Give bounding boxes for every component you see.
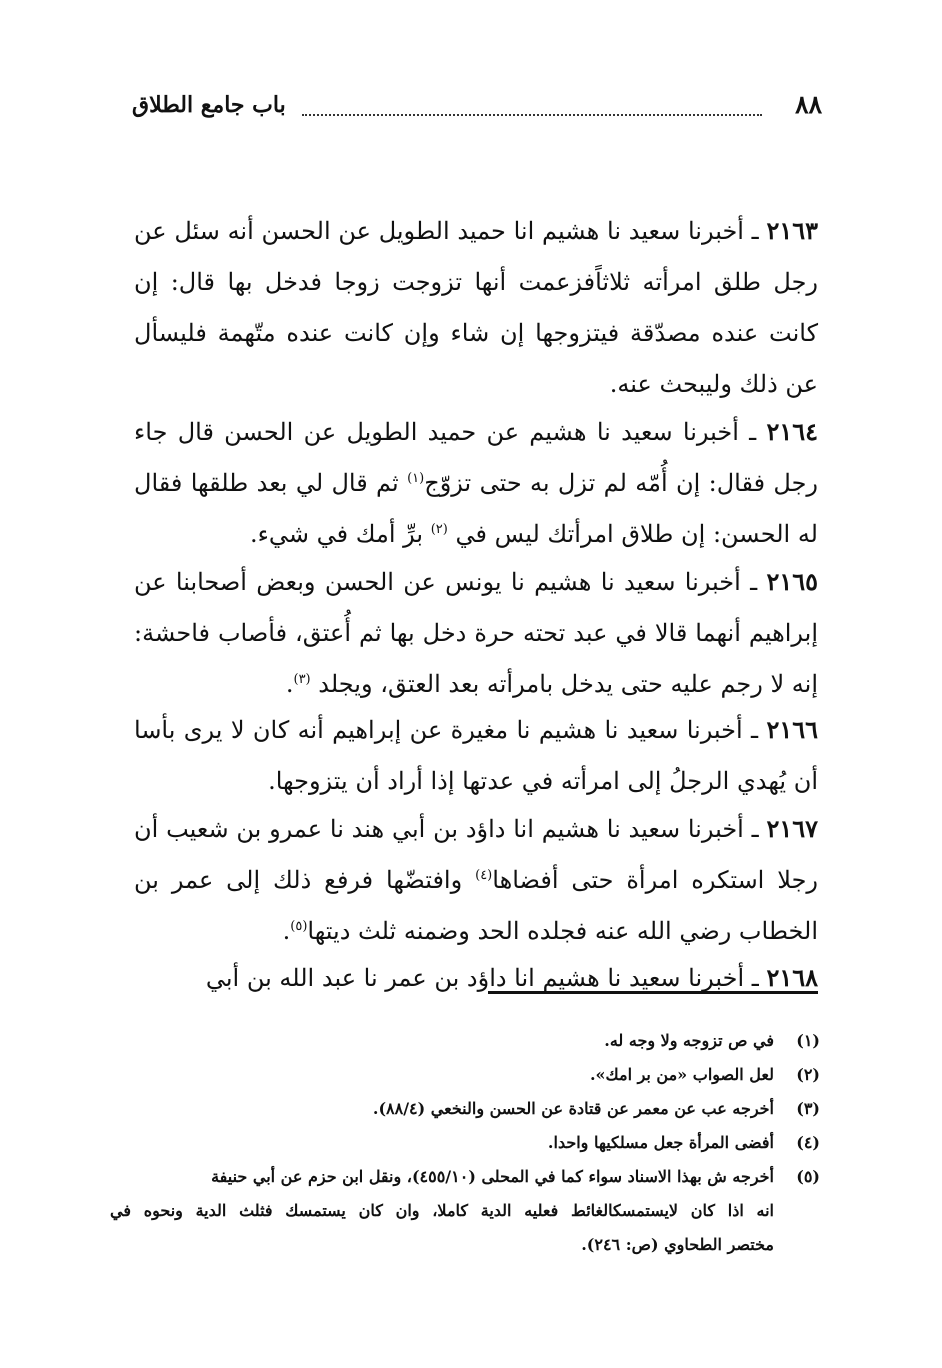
footnote-marker: (١) (796, 1031, 820, 1050)
footnote-text: مختصر الطحاوي (ص: ٢٤٦). (581, 1235, 774, 1254)
hadith-text: ثم قال لي بعد طلقها فقال له الحسن: إن طلاق امرأتك ليس في (134, 469, 818, 548)
hadith-text: أخبرنا سعيد نا هشيم انا داؤد بن أبي هند نا عمرو بن شعيب أن رجلا استكره امرأة حتى أفضاها (134, 815, 818, 894)
footnote-separator (488, 991, 818, 994)
hadith-text: أخبرنا سعيد نا هشيم انا داؤد بن عمر نا عبد الله بن أبي (205, 964, 745, 992)
sentence-end: . (282, 917, 291, 945)
footnote-4 (110, 1126, 820, 1160)
hadith-2164: ٢١٦٤ ـ أخبرنا سعيد نا هشيم عن حميد الطويل عن الحسن قال جاء رجل فقال: إن أُمّه لم تزل به حتى تزوّج$^{(١)}$ ثم قال لي بعد طلقها فقال له الحسن: إن طلاق امرأتك ليس في $^{(٢)}$ برِّ أمك في شيء. (134, 417, 819, 548)
header-dotted-leader (302, 114, 762, 116)
hadith-2163: ٢١٦٣ ـ أخبرنا سعيد نا هشيم انا حميد الطويل عن الحسن أنه سئل عن رجل طلق امرأته ثلاثاًفزعمت أنها تزوجت زوجا فدخل بها قال: إن كانت عنده مصدّقة فيتزوجها إن شاء وإن كانت عنده متّهمة فليسأل عن ذلك وليبحث عنه. (134, 216, 818, 398)
hadith-number: ٢١٦٣ (766, 216, 818, 245)
hadith-text: وافتضّها فرفع ذلك إلى عمر بن الخطاب رضي الله عنه فجلده الحد وضمنه ثلث ديتها (134, 866, 818, 945)
footnote-marker: (٢) (796, 1065, 820, 1084)
footnote-text: لعل الصواب «من بر امك». (589, 1065, 774, 1084)
hadith-number: ٢١٦٨ (766, 963, 818, 992)
hadith-number: ٢١٦٤ (766, 417, 818, 446)
hadith-number: ٢١٦٦ (766, 715, 818, 744)
hadith-2165: ٢١٦٥ ـ أخبرنا سعيد نا هشيم نا يونس عن الحسن وبعض أصحابنا عن إبراهيم أنهما قالا في عبد تحته حرة دخل بها ثم أُعتق، فأصاب فاحشة: إنه لا رجم عليه حتى يدخل بامرأته بعد العتق، ويجلد $^{(٣)}$. (134, 567, 818, 698)
footnote-ref-1[interactable]: (١) (407, 471, 425, 486)
footnote-5 (110, 1160, 820, 1262)
footnote-marker: (٤) (796, 1133, 820, 1152)
running-header (132, 88, 822, 128)
footnote-ref-2[interactable]: (٢) (430, 522, 448, 537)
footnote-ref-4[interactable]: (٤) (475, 868, 493, 883)
footnote-text: أخرجه عب عن معمر عن قتادة عن الحسن والنخعي (٨٨/٤). (372, 1099, 774, 1118)
footnote-3 (110, 1092, 820, 1126)
hadith-number: ٢١٦٥ (766, 567, 818, 596)
chapter-title: باب جامع الطلاق (132, 92, 286, 118)
hadith-2166: ٢١٦٦ ـ أخبرنا سعيد نا هشيم نا مغيرة عن إبراهيم أنه كان لا يرى بأسا أن يُهدي الرجلُ إلى امرأته في عدتها إذا أراد أن يتزوجها. (134, 715, 818, 795)
hadith-2167: ٢١٦٧ ـ أخبرنا سعيد نا هشيم انا داؤد بن أبي هند نا عمرو بن شعيب أن رجلا استكره امرأة حتى أفضاها$^{(٤)}$ وافتضّها فرفع ذلك إلى عمر بن الخطاب رضي الله عنه فجلده الحد وضمنه ثلث ديتها$^{(٥)}$. (134, 814, 818, 945)
footnote-marker: (٥) (796, 1167, 820, 1186)
hadith-text: أخبرنا سعيد نا هشيم نا مغيرة عن إبراهيم أنه كان لا يرى بأسا أن يُهدي الرجلُ إلى امرأته في عدتها إذا أراد أن يتزوجها. (134, 716, 818, 795)
footnote-marker: (٣) (796, 1099, 820, 1118)
hadith-2168: ٢١٦٨ ـ أخبرنا سعيد نا هشيم انا داؤد بن عمر نا عبد الله بن أبي (205, 963, 818, 992)
footnote-1 (110, 1024, 820, 1058)
footnote-text: انه اذا كان لايستمسكالغائط فعليه الدية كاملا، وان كان يستمسك فثلث الدية ونحوه في (110, 1201, 774, 1220)
footnote-ref-3[interactable]: (٣) (293, 672, 311, 687)
hadith-number: ٢١٦٧ (766, 814, 818, 843)
hadith-text: برِّ أمك في شيء. (250, 520, 424, 548)
footnote-text: أخرجه ش بهذا الاسناد سواء كما في المحلى (٤٥٥/١٠)، ونقل ابن حزم عن أبي حنيفة (211, 1167, 774, 1186)
hadith-text: أخبرنا سعيد نا هشيم عن حميد الطويل عن الحسن قال جاء رجل فقال: إن أُمّه لم تزل به حتى تزوّج (134, 418, 819, 497)
footnote-text: في ص تزوجه ولا وجه له. (604, 1031, 774, 1050)
hadith-text: أخبرنا سعيد نا هشيم انا حميد الطويل عن الحسن أنه سئل عن رجل طلق امرأته ثلاثاًفزعمت أنها تزوجت زوجا فدخل بها قال: إن كانت عنده مصدّقة فيتزوجها إن شاء وإن كانت عنده متّهمة فليسأل عن ذلك وليبحث عنه. (134, 217, 818, 398)
footnote-ref-5[interactable]: (٥) (290, 919, 308, 934)
sentence-end: . (285, 670, 294, 698)
footnotes (110, 1024, 820, 1262)
footnote-2 (110, 1058, 820, 1092)
footnote-text: أفضى المرأة جعل مسلكيها واحدا. (547, 1133, 774, 1152)
hadith-text: أخبرنا سعيد نا هشيم نا يونس عن الحسن وبعض أصحابنا عن إبراهيم أنهما قالا في عبد تحته حرة دخل بها ثم أُعتق، فأصاب فاحشة: إنه لا رجم عليه حتى يدخل بامرأته بعد العتق، ويجلد (134, 568, 818, 698)
page-number: ٨٨ (795, 90, 822, 119)
